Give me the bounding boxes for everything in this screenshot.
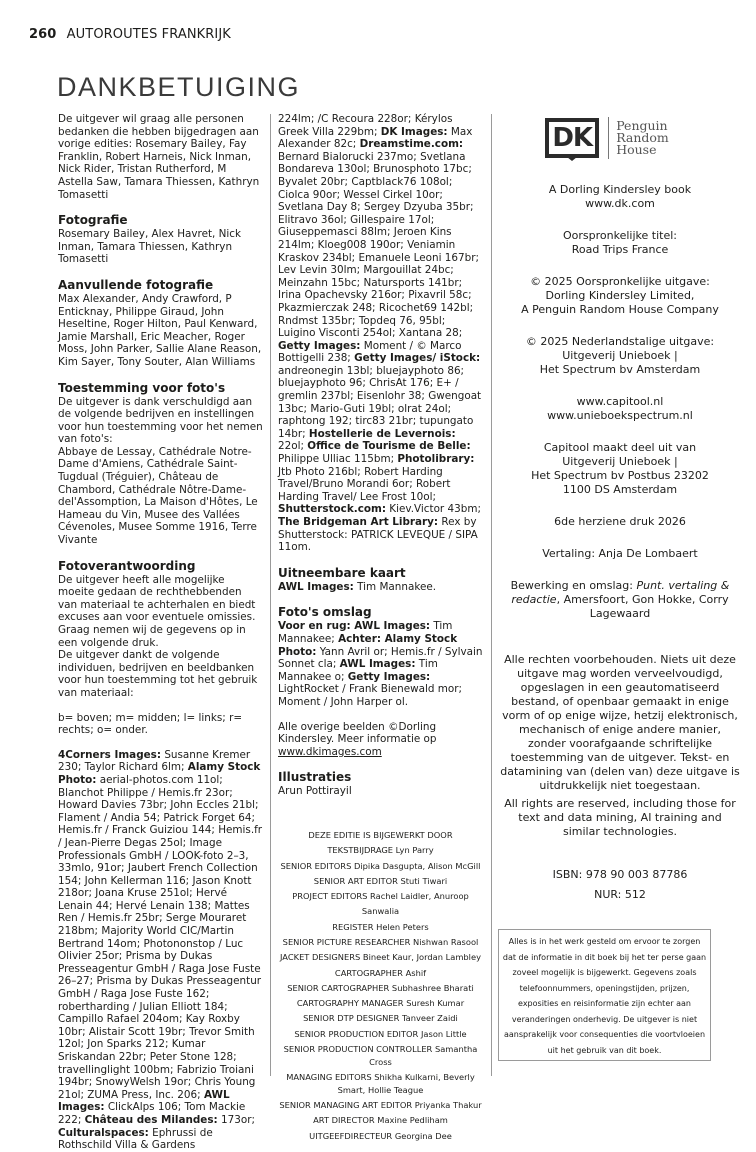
info-line: © 2025 Oorspronkelijke uitgave: (530, 275, 710, 288)
info-line: Het Spectrum bv Postbus 23202 (531, 469, 709, 482)
credit-text: ClickAlps 106; Tom Mackie 222; (58, 1101, 246, 1126)
staff-line: CARTOGRAPHY MANAGER Suresh Kumar (296, 998, 465, 1009)
info-line: Uitgeverij Unieboek | (562, 349, 678, 362)
website-unieboek: www.unieboekspectrum.nl (547, 409, 693, 422)
dutch-copyright (500, 335, 740, 377)
credit-text: LightRocket / Frank Bienewald mor; Moment / John Harper ol. (278, 683, 463, 708)
credit-agency: Getty Images: (278, 339, 361, 352)
publisher-logo (474, 115, 740, 161)
info-line: A Dorling Kindersley book (548, 183, 692, 196)
staff-line: SENIOR EDITORS Dipika Dasgupta, Alison McGill (280, 860, 481, 871)
illustraties-text: Arun Pottirayil (278, 785, 352, 798)
credit-text: Ephrussi de Rothschild Villa & Gardens (58, 1126, 213, 1152)
aanvullende-text: Max Alexander, Andy Crawford, P Enticknay, Philippe Giraud, John Heseltine, Roger Hilton, Paul Kenward, Jamie Marshall, Eric Meacher, Roger Moss, John Parker, Sallie Alane Reason, Kim Sayer, Tony Souter, Alan Williams (58, 292, 262, 368)
info-line: Capitool maakt deel uit van (543, 441, 697, 454)
penguin-random-house-wordmark: Penguin Random House (616, 118, 669, 157)
credit-agency: Dreamstime.com: (359, 138, 464, 151)
section-heading-omslag: Foto's omslag (278, 605, 372, 620)
original-copyright (500, 275, 740, 317)
section-heading-verantwoording: Fotoverantwoording (58, 558, 196, 573)
credit-agency: Shutterstock.com: (278, 503, 386, 516)
info-line: Dorling Kindersley Limited, (545, 289, 695, 302)
website-capitool: www.capitool.nl (576, 395, 664, 408)
credit-agency: AWL Images: (339, 658, 416, 671)
position-legend: b= boven; m= midden; l= links; r= rechts; o= onder. (58, 711, 243, 737)
dk-book-info (500, 183, 740, 211)
info-line: © 2025 Nederlandstalige uitgave: (525, 335, 715, 348)
credit-agency: AWL Images: (278, 580, 354, 593)
verantwoording-text: De uitgever dankt de volgende individuen, bedrijven en beeldbanken voor hun toestemming tot het gebruik van materiaal: (58, 649, 258, 699)
staff-line: SENIOR PRODUCTION CONTROLLER Samantha Cross (283, 1044, 478, 1067)
isbn: ISBN: 978 90 003 87786 (552, 868, 688, 881)
section-heading-kaart: Uitneembare kaart (278, 565, 406, 580)
credit-text: Philippe Ulliac 115bm; (278, 453, 398, 466)
credit-agency: Achter: Alamy Stock Photo: (278, 632, 458, 658)
credit-text: 173or; (217, 1113, 255, 1126)
credit-text: Tim Mannakee; (278, 620, 453, 645)
page-number: 260 (29, 27, 57, 42)
section-heading-toestemming: Toestemming voor foto's (58, 380, 226, 395)
staff-line: JACKET DESIGNERS Bineet Kaur, Jordan Lambley (280, 952, 481, 963)
fotografie-text: Rosemary Bailey, Alex Havret, Nick Inman, Tamara Thiessen, Kathryn Tomasetti (58, 228, 242, 266)
verantwoording-text: De uitgever heeft alle mogelijke moeite gedaan de rechthebbenden van materiaal te achterhalen en biedt excuses aan voor eventuele omissies. Graag nemen wij de gegevens op in een volgende druk. (58, 573, 256, 649)
column-right (500, 113, 740, 905)
info-line: A Penguin Random House Company (521, 303, 719, 316)
isbn-block (500, 865, 740, 905)
staff-line: DEZE EDITIE IS BIJGEWERKT DOOR (308, 829, 453, 840)
credit-agency: Voor en rug: AWL Images: (278, 620, 431, 633)
staff-line: SENIOR ART EDITOR Stuti Tiwari (313, 875, 448, 886)
staff-line: SENIOR CARTOGRAPHER Subhashree Bharati (287, 982, 474, 993)
credit-agency: DK Images: (380, 125, 448, 138)
running-title: AUTOROUTES FRANKRIJK (66, 27, 231, 42)
credit-agency: Alamy Stock Photo: (58, 761, 261, 786)
staff-line: TEKSTBIJDRAGE Lyn Parry (327, 845, 434, 856)
editing-credit: Bewerking en omslag: Punt. vertaling & redactie, Amersfoort, Gon Hokke, Corry Lagewaard (510, 579, 730, 620)
credit-agency: Hostellerie de Levernois: (308, 427, 456, 440)
nur: NUR: 512 (594, 888, 646, 901)
rights-en: All rights are reserved, including those for text and data mining, AI training and similar technologies. (504, 797, 736, 838)
toestemming-list: Abbaye de Lessay, Cathédrale Notre-Dame d'Amiens, Cathédrale Saint-Tugdual (Tréguier), Château de Chambord, Cathédrale Nôtre-Dame-del'Assomption, La Maison d'Hôtes, Le Hameau du Vin, Musee des Vallées Cévenoles, Musee Somme 1916, Terre Vivante (58, 445, 258, 547)
credit-text: Moment / © Marco Bottigelli 238; (278, 339, 462, 365)
credit-agency: Getty Images/ iStock: (354, 352, 481, 365)
dk-website: www.dk.com (585, 197, 655, 210)
photo-credits (278, 113, 483, 554)
credit-text: 224lm; /C Recoura 228or; Kérylos Greek Villa 229bm; (278, 113, 453, 138)
staff-line: PROJECT EDITORS Rachel Laidler, Anuroop Sanwalia (292, 891, 469, 917)
staff-line: UITGEEFDIRECTEUR Georgina Dee (309, 1130, 452, 1141)
info-line: Uitgeverij Unieboek | (562, 455, 678, 468)
credit-agency: Château des Milandes: (84, 1113, 218, 1126)
section-heading-illustraties: Illustraties (278, 770, 352, 785)
websites (500, 395, 740, 423)
info-line: Oorspronkelijke titel: (563, 229, 677, 242)
page-title: DANKBETUIGING (57, 72, 301, 102)
staff-line: CARTOGRAPHER Ashif (334, 967, 427, 978)
original-title: Road Trips France (571, 243, 669, 256)
rights-nl: Alle rechten voorbehouden. Niets uit deze uitgave mag worden verveelvoudigd, opgeslagen in een geautomatiseerd bestand, of openbaar gemaakt in enige vorm of op enige wijze, hetzij elektronisch, mechanisch of enige andere manier, zonder voorafgaande schriftelijke toestemming van de uitgever. Tekst- en datamining van (delen van) deze uitgave is uitdrukkelijk niet toegestaan. (500, 653, 740, 792)
credit-text: andreonegin 13bl; bluejayphoto 86; bluejayphoto 96; ChrisAt 176; E+ / gremlin 237bl; Eisenlohr 38; Gwengoat 13bc; Mario-Guti 19bl; olrat 24ol; raphtong 192; tirc83 21br; tupungato 14br; (278, 364, 482, 440)
credit-agency: Photolibrary: (397, 453, 475, 466)
logo-separator (608, 117, 609, 159)
staff-credits (278, 828, 483, 1144)
credit-text: Susanne Kremer 230; Taylor Richard 6lm; (58, 748, 251, 774)
staff-line: SENIOR PICTURE RESEARCHER Nishwan Rasool (282, 936, 479, 947)
other-images-text: Alle overige beelden ©Dorling Kindersley. Meer informatie op (278, 720, 437, 746)
staff-line: ART DIRECTOR Maxine Pedliham (313, 1115, 448, 1126)
dk-logo-icon: DK (545, 118, 599, 158)
section-heading-fotografie: Fotografie (58, 213, 128, 228)
omslag-credits (278, 620, 483, 708)
staff-line: SENIOR PRODUCTION EDITOR Jason Little (294, 1028, 467, 1039)
credit-text: Tim Mannakee o; (278, 658, 438, 683)
credit-agency: Office de Tourisme de Belle: (307, 440, 471, 453)
staff-line: REGISTER Helen Peters (332, 921, 429, 932)
kaart-credit (278, 581, 483, 594)
credit-text: Bernard Bialorucki 237mo; Svetlana Bondareva 130ol; Brunosphoto 17bc; Byvalet 20br; Captblack76 108ol; Ciolca 90or; Wessel Cirkel 10or; Svetlana Day 8; Sergey Dzyuba 35br; Elitravo 36ol; Gillespaire 17ol; Giuseppemasci 88lm; Jeroen Kins 214lm; Kloeg008 190or; Veniamin Kraskov 234bl; Emanuele Leoni 167br; Lev Levin 30lm; Margouillat 24bc; Meinzahn 15bc; Natursports 141br; Irina Opachevsky 216or; Pixavril 58c; Pkazmierczak 248; Ricochet69 142bl; Rndmst 135br; Topdeq 76, 95bl; Luigino Visconti 254ol; Xantana 28; (278, 150, 479, 340)
running-header (29, 27, 231, 42)
photo-credits (58, 749, 263, 1152)
credit-agency: 4Corners Images: (58, 748, 162, 761)
staff-line: SENIOR DTP DESIGNER Tanveer Zaidi (303, 1013, 458, 1024)
edition: 6de herziene druk 2026 (554, 515, 686, 528)
credit-agency: Getty Images: (347, 670, 431, 683)
other-images-note (278, 721, 483, 759)
credit-text: Jtb Photo 216bl; Robert Harding Travel/Bruno Morandi 6or; Robert Harding Travel/ Lee Frost 10ol; (278, 465, 451, 503)
info-line: Het Spectrum bv Amsterdam (539, 363, 701, 376)
credit-text: Max Alexander 82c; (278, 125, 473, 151)
section-heading-aanvullende: Aanvullende fotografie (58, 277, 214, 292)
column-middle (278, 113, 483, 1144)
credit-agency: AWL Images: (58, 1088, 230, 1114)
credit-agency: The Bridgeman Art Library: (278, 516, 439, 528)
credit-agency: Culturalspaces: (58, 1126, 149, 1139)
credit-text: Kiev.Victor 43bm; (385, 503, 481, 516)
credit-text: Tim Mannakee. (353, 580, 437, 593)
intro-text: De uitgever wil graag alle personen bedanken die hebben bijgedragen aan vorige edities: Rosemary Bailey, Fay Franklin, Robert Harneis, Nick Inman, Nick Rider, Tristan Rutherford, M Astella Saw, Tamara Thiessen, Kathryn Tomasetti (58, 113, 260, 201)
column-divider (270, 114, 271, 1076)
staff-line: SENIOR MANAGING ART EDITOR Priyanka Thakur (279, 1100, 482, 1111)
translation-credit: Vertaling: Anja De Lombaert (542, 547, 698, 560)
capitool-address (500, 441, 740, 497)
credit-text: Rex by Shutterstock: PATRICK LEVEQUE / SIPA 11om. (278, 516, 478, 554)
toestemming-intro: De uitgever is dank verschuldigd aan de volgende bedrijven en instellingen voor hun toestemming voor het nemen van foto's: (58, 395, 263, 446)
credit-text: Yann Avril or; Hemis.fr / Sylvain Sonnet cla; (278, 645, 483, 671)
credit-text: 22ol; (278, 440, 308, 453)
disclaimer-box: Alles is in het werk gesteld om ervoor te zorgen dat de informatie in dit boek bij het ter perse gaan zoveel mogelijk is bijgewerkt. Gegevens zoals telefoonnummers, openingstijden, prijzen, exposities en reisinformatie zijn echter aan veranderingen onderhevig. De uitgever is niet aansprakelijk voor consequenties die voortvloeien uit het gebruik van dit boek. (498, 929, 711, 1061)
column-divider (491, 114, 492, 1076)
info-line: 1100 DS Amsterdam (562, 483, 678, 496)
credit-text: aerial-photos.com 11ol; Blanchot Philippe / Hemis.fr 23or; Howard Davies 73br; John Eccles 21bl; Flament / Andia 54; Patrick Forget 64; Hemis.fr / Franck Guiziou 144; Hemis.fr / Jean-Pierre Degas 25ol; Image Professionals GmbH / LOOK-foto 2–3, 33mlo, 91or; Jaubert French Collection 154; John Kellerman 116; Jason Knott 218or; Joana Kruse 251ol; Hervé Lenain 44; Hervé Lenain 138; Mattes Ren / Hemis.fr 25br; Serge Mouraret 218bm; Majority World CIC/Martin Bertrand 14om; Photononstop / Luc Olivier 25or; Prisma by Dukas Presseagentur GmbH / Raga Jose Fuste 26–27; Prisma by Dukas Presseagentur GmbH / Raga Jose Fuste 162; robertharding / Julian Elliott 184; Campillo Rafael 204om; Kay Roxby 10br; Alistair Scott 19br; Trevor Smith 12ol; Jon Sparks 212; Kumar Sriskandan 22br; Peter Stone 128; travellinglight 100bm; Fabrizio Troiani 194br; SnowyWelsh 19or; Chris Young 21ol; ZUMA Press, Inc. 206; (58, 773, 263, 1101)
staff-line: MANAGING EDITORS Shikha Kulkarni, Beverly Smart, Hollie Teague (286, 1072, 475, 1095)
dkimages-link[interactable]: www.dkimages.com (278, 745, 382, 758)
column-left (58, 113, 263, 1152)
original-title-info (500, 229, 740, 257)
